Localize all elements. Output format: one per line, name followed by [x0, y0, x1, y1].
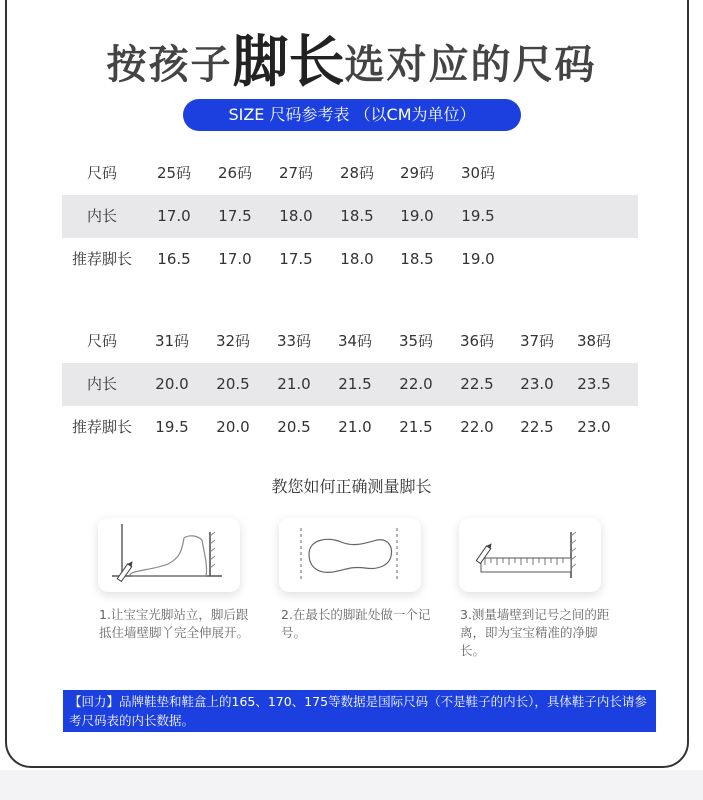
step1-illustration	[98, 518, 240, 592]
inner-length-cell: 18.0	[279, 207, 313, 225]
step3-text: 3.测量墙壁到记号之间的距离，即为宝宝精准的净脚长。	[460, 607, 610, 658]
inner-length-cell: 21.0	[277, 375, 311, 393]
inner-length-cell: 23.5	[577, 375, 611, 393]
size-cell: 37码	[519, 332, 555, 350]
foot-length-cell: 19.0	[461, 250, 495, 268]
inner-length-cell: 17.0	[157, 207, 191, 225]
inner-length-label: 内长	[86, 207, 117, 225]
foot-length-cell: 20.5	[277, 418, 311, 436]
foot-length-row	[62, 238, 638, 281]
foot-length-row	[62, 406, 638, 449]
size-row-label: 尺码	[86, 164, 117, 182]
inner-length-cell: 23.0	[520, 375, 554, 393]
size-cell: 25码	[156, 164, 192, 182]
foot-length-label: 推荐脚长	[71, 250, 132, 268]
foot-length-label: 推荐脚长	[71, 418, 132, 436]
inner-length-label: 内长	[86, 375, 117, 393]
size-cell: 34码	[337, 332, 373, 350]
brand-notice: 【回力】品牌鞋垫和鞋盒上的165、170、175等数据是国际尺码（不是鞋子的内长），具体鞋子内长请参考尺码表的内长数据。	[63, 690, 656, 732]
inner-length-cell: 21.5	[338, 375, 372, 393]
inner-length-row	[62, 195, 638, 238]
subtitle-pill: SIZE 尺码参考表 （以CM为单位）	[183, 99, 521, 131]
inner-length-cell: 18.5	[340, 207, 374, 225]
size-cell: 36码	[459, 332, 495, 350]
title-emphasis: 脚长	[232, 30, 345, 95]
foot-length-cell: 22.0	[460, 418, 494, 436]
size-row	[62, 152, 638, 195]
size-table-2	[62, 320, 638, 449]
foot-length-cell: 22.5	[520, 418, 554, 436]
size-table-1	[62, 152, 638, 281]
size-cell: 28码	[339, 164, 375, 182]
bottom-band	[0, 770, 703, 800]
inner-length-cell: 22.0	[399, 375, 433, 393]
foot-length-cell: 21.0	[338, 418, 372, 436]
inner-length-cell: 17.5	[218, 207, 252, 225]
ruler-icon	[459, 518, 601, 592]
size-row	[62, 320, 638, 363]
title-part1: 按孩子	[106, 42, 233, 88]
page-title	[0, 18, 703, 98]
inner-length-cell: 19.0	[400, 207, 434, 225]
size-cell: 32码	[215, 332, 251, 350]
step2-illustration	[279, 518, 421, 592]
inner-length-cell: 19.5	[461, 207, 495, 225]
inner-length-cell: 20.0	[155, 375, 189, 393]
size-cell: 30码	[460, 164, 496, 182]
step2-text: 2.在最长的脚趾处做一个记号。	[281, 607, 431, 640]
foot-length-cell: 17.0	[218, 250, 252, 268]
step3-illustration	[459, 518, 601, 592]
foot-length-cell: 20.0	[216, 418, 250, 436]
inner-length-cell: 22.5	[460, 375, 494, 393]
guide-title: 教您如何正确测量脚长	[271, 477, 432, 496]
size-cell: 31码	[154, 332, 190, 350]
footprint-icon	[279, 518, 421, 592]
foot-length-cell: 19.5	[155, 418, 189, 436]
foot-length-cell: 16.5	[157, 250, 191, 268]
size-cell: 27码	[278, 164, 314, 182]
foot-length-cell: 18.0	[340, 250, 374, 268]
foot-length-cell: 23.0	[577, 418, 611, 436]
title-part3: 选对应的尺码	[344, 42, 597, 88]
size-cell: 38码	[576, 332, 612, 350]
size-cell: 33码	[276, 332, 312, 350]
size-cell: 35码	[398, 332, 434, 350]
inner-length-cell: 20.5	[216, 375, 250, 393]
size-row-label: 尺码	[86, 332, 117, 350]
step1-text: 1.让宝宝光脚站立，脚后跟抵住墙壁脚丫完全伸展开。	[99, 607, 250, 640]
foot-standing-icon	[98, 518, 240, 592]
size-cell: 29码	[399, 164, 435, 182]
foot-length-cell: 18.5	[400, 250, 434, 268]
foot-length-cell: 21.5	[399, 418, 433, 436]
size-cell: 26码	[217, 164, 253, 182]
foot-length-cell: 17.5	[279, 250, 313, 268]
inner-length-row	[62, 363, 638, 406]
